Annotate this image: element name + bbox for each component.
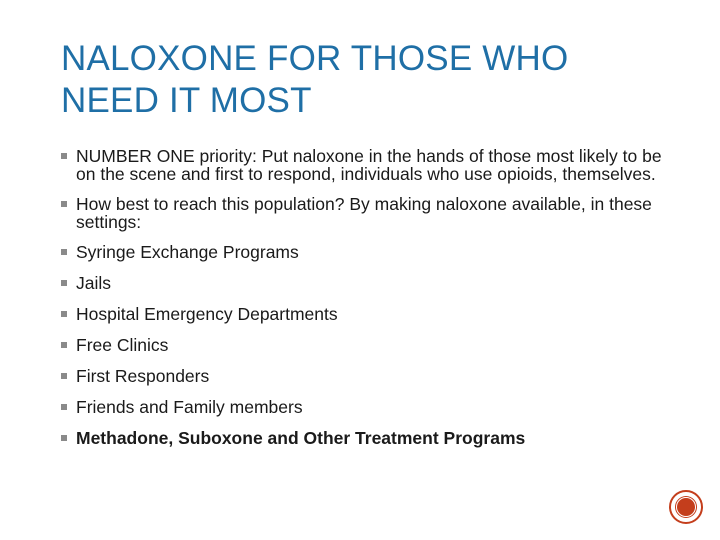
bullet-text: Free Clinics (76, 335, 169, 355)
bullet-text: Hospital Emergency Departments (76, 304, 338, 324)
bullet-item-reach (61, 195, 671, 231)
square-bullet-icon (61, 153, 67, 159)
square-bullet-icon (61, 280, 67, 286)
bullet-text: NUMBER ONE priority: Put naloxone in the hands of those most likely to be on the scene and first to respond, individuals who use opioids, themselves. (76, 146, 662, 184)
bullet-text: Syringe Exchange Programs (76, 242, 299, 262)
bullet-item-priority (61, 147, 671, 183)
circle-nav-inner-icon (676, 497, 696, 517)
bullet-item-jails (61, 274, 671, 292)
square-bullet-icon (61, 404, 67, 410)
title-line-1: NALOXONE FOR THOSE WHO (61, 39, 569, 78)
bullet-text: Jails (76, 273, 112, 293)
slide-title (61, 38, 681, 122)
square-bullet-icon (61, 249, 67, 255)
bullet-item-treatment-programs (61, 429, 671, 447)
bullet-list (61, 147, 671, 447)
bullet-text: Friends and Family members (76, 397, 303, 417)
bullet-item-friends-family (61, 398, 671, 416)
title-line-2: NEED IT MOST (61, 81, 312, 120)
bullet-text: How best to reach this population? By making naloxone available, in these settings: (76, 194, 652, 232)
square-bullet-icon (61, 311, 67, 317)
bullet-text: Methadone, Suboxone and Other Treatment Programs (76, 428, 526, 448)
square-bullet-icon (61, 201, 67, 207)
bullet-item-free-clinics (61, 336, 671, 354)
bullet-item-emergency-departments (61, 305, 671, 323)
bullet-item-first-responders (61, 367, 671, 385)
circle-nav-icon[interactable] (669, 490, 703, 524)
square-bullet-icon (61, 373, 67, 379)
bullet-text: First Responders (76, 366, 210, 386)
bullet-item-syringe-exchange (61, 243, 671, 261)
square-bullet-icon (61, 342, 67, 348)
square-bullet-icon (61, 435, 67, 441)
